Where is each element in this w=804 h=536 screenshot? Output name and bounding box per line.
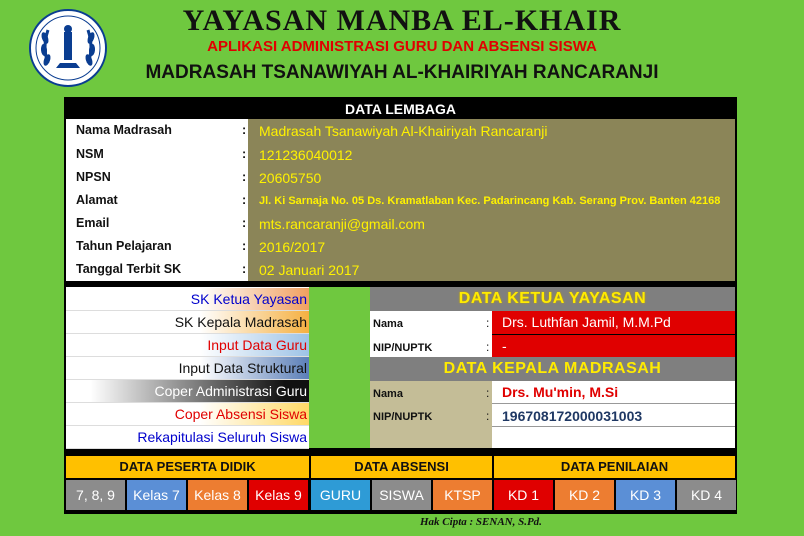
lembaga-row-label: Nama Madrasah: [76, 123, 172, 137]
lembaga-row-label: Email: [76, 216, 110, 230]
menu-item[interactable]: SK Ketua Yayasan: [66, 288, 309, 311]
ketua-nama-value: Drs. Luthfan Jamil, M.M.Pd: [502, 314, 671, 330]
colon: :: [242, 170, 247, 184]
lembaga-row-label: Tahun Pelajaran: [76, 239, 172, 253]
kepala-nama-field[interactable]: [492, 381, 735, 404]
colon: :: [486, 409, 490, 423]
data-absensi-heading: DATA ABSENSI: [311, 456, 492, 478]
penilaian-button[interactable]: KD 3: [616, 480, 675, 510]
alamat-value[interactable]: Jl. Ki Sarnaja No. 05 Ds. Kramatlaban Kec. Padarincang Kab. Serang Prov. Banten 42168: [259, 195, 721, 207]
lembaga-row: [66, 170, 735, 192]
colon: :: [486, 386, 490, 400]
menu-item[interactable]: Coper Administrasi Guru: [66, 380, 309, 403]
tanggal-terbit-sk-value[interactable]: 02 Januari 2017: [259, 262, 360, 278]
lembaga-row: [66, 216, 735, 238]
menu-item[interactable]: Input Data Guru: [66, 334, 309, 357]
data-kepala-heading-text: DATA KEPALA MADRASAH: [443, 360, 662, 377]
tahun-pelajaran-value[interactable]: 2016/2017: [259, 239, 326, 255]
school-name: MADRASAH TSANAWIYAH AL-KHAIRIYAH RANCARANJI: [145, 62, 659, 83]
colon: :: [486, 316, 490, 330]
copyright-credit: Hak Cipta : SENAN, S.Pd.: [420, 516, 542, 528]
penilaian-button[interactable]: KD 4: [677, 480, 736, 510]
kepala-nama-label: Nama: [373, 388, 403, 400]
data-ketua-heading-text: DATA KETUA YAYASAN: [458, 290, 647, 307]
menu-item[interactable]: Coper Absensi Siswa: [66, 403, 309, 426]
colon: :: [242, 147, 247, 161]
absensi-button[interactable]: KTSP: [433, 480, 492, 510]
penilaian-button[interactable]: KD 2: [555, 480, 614, 510]
data-penilaian-heading: DATA PENILAIAN: [494, 456, 735, 478]
lembaga-row: [66, 262, 735, 284]
lembaga-row-label: Tanggal Terbit SK: [76, 262, 182, 276]
nama-madrasah-value[interactable]: Madrasah Tsanawiyah Al-Khairiyah Rancaranji: [259, 123, 548, 139]
panel-gap: [309, 287, 370, 448]
ketua-nip-label: NIP/NUPTK: [373, 342, 433, 354]
lembaga-row: [66, 147, 735, 169]
app-title: YAYASAN MANBA EL-KHAIR: [182, 4, 622, 37]
kepala-nip-label: NIP/NUPTK: [373, 411, 433, 423]
data-lembaga-heading: DATA LEMBAGA: [66, 99, 735, 119]
colon: :: [242, 123, 247, 137]
peserta-button[interactable]: Kelas 7: [127, 480, 186, 510]
ketua-nama-label: Nama: [373, 318, 403, 330]
data-ketua-heading: [370, 287, 735, 311]
colon: :: [242, 216, 247, 230]
absensi-button[interactable]: SISWA: [372, 480, 431, 510]
data-kepala-heading: [370, 357, 735, 381]
npsn-value[interactable]: 20605750: [259, 170, 322, 186]
colon: :: [486, 340, 490, 354]
colon: :: [242, 193, 247, 207]
nsm-value[interactable]: 121236040012: [259, 147, 353, 163]
email-value[interactable]: mts.rancaranji@gmail.com: [259, 216, 425, 232]
ketua-nip-value: -: [502, 338, 507, 354]
peserta-button[interactable]: Kelas 9: [249, 480, 308, 510]
lembaga-row-label: NSM: [76, 147, 104, 161]
lembaga-row: [66, 193, 735, 215]
peserta-button[interactable]: Kelas 8: [188, 480, 247, 510]
peserta-button[interactable]: 7, 8, 9: [66, 480, 125, 510]
ketua-nama-field[interactable]: [492, 311, 735, 334]
lembaga-row: [66, 123, 735, 145]
lembaga-row-label: NPSN: [76, 170, 111, 184]
absensi-button[interactable]: GURU: [311, 480, 370, 510]
lembaga-row: [66, 239, 735, 261]
colon: :: [242, 239, 247, 253]
kepala-nip-field[interactable]: [492, 405, 735, 427]
kepala-nip-value: 196708172000031003: [502, 408, 643, 424]
colon: :: [242, 262, 247, 276]
app-subtitle: APLIKASI ADMINISTRASI GURU DAN ABSENSI SISWA: [207, 38, 597, 55]
data-peserta-heading: DATA PESERTA DIDIK: [66, 456, 309, 478]
lembaga-row-label: Alamat: [76, 193, 118, 207]
penilaian-button[interactable]: KD 1: [494, 480, 553, 510]
menu-item[interactable]: SK Kepala Madrasah: [66, 311, 309, 334]
menu-item[interactable]: Rekapitulasi Seluruh Siswa: [66, 426, 309, 449]
ketua-nip-field[interactable]: [492, 335, 735, 357]
kepala-nama-value: Drs. Mu'min, M.Si: [502, 384, 619, 400]
menu-item[interactable]: Input Data Struktural: [66, 357, 309, 380]
